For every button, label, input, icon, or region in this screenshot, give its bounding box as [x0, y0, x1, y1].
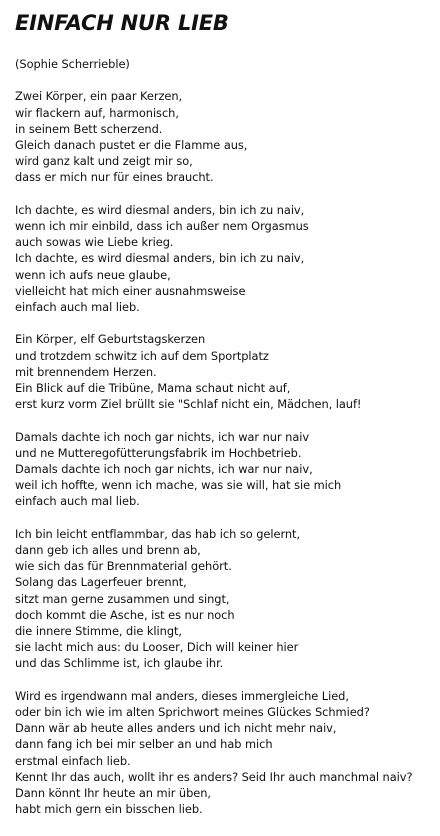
- poem-stanza: [15, 526, 435, 672]
- poem-line: wenn ich aufs neue glaube,: [15, 267, 171, 282]
- poem-line: Damals dachte ich noch gar nichts, ich war nur naiv,: [15, 462, 313, 477]
- poem-line: und trotzdem schwitz ich auf dem Sportplatz: [15, 348, 269, 363]
- poem-line: Damals dachte ich noch gar nichts, ich war nur naiv: [15, 429, 310, 444]
- poem-line: und ne Mutteregofütterungsfabrik im Hochbetrieb.: [15, 445, 302, 460]
- poem-line: wenn ich mir einbild, dass ich außer nem Orgasmus: [15, 219, 309, 233]
- poem-line: die innere Stimme, die klingt,: [15, 624, 182, 639]
- poem-line: oder bin ich wie im alten Sprichwort meines Glückes Schmied?: [15, 705, 370, 720]
- poem-line: habt mich gern ein bisschen lieb.: [15, 802, 203, 817]
- poem-line: doch kommt die Asche, ist es nur noch: [15, 607, 235, 622]
- poem-line: sie lacht mich aus: du Looser, Dich will keiner hier: [15, 640, 299, 655]
- poem-stanza: [15, 688, 435, 818]
- poem-document: [15, 10, 435, 817]
- poem-line: Kennt Ihr das auch, wollt ihr es anders? Seid Ihr auch manchmal naiv?: [15, 769, 413, 784]
- poem-stanza: [15, 331, 435, 412]
- poem-line: vielleicht hat mich einer ausnahmsweise: [15, 283, 246, 298]
- poem-line: in seinem Bett scherzend.: [15, 121, 163, 136]
- poem-line: mit brennendem Herzen.: [15, 364, 157, 379]
- poem-line: Ich bin leicht entflammbar, das hab ich so gelernt,: [15, 526, 301, 541]
- poem-line: sitzt man gerne zusammen und singt,: [15, 591, 230, 606]
- poem-line: einfach auch mal lieb.: [15, 300, 140, 315]
- poem-line: dann geb ich alles und brenn ab,: [15, 543, 201, 558]
- poem-line: Ich dachte, es wird diesmal anders, bin ich zu naiv,: [15, 251, 305, 266]
- poem-line: wird ganz kalt und zeigt mir so,: [15, 154, 193, 169]
- poem-line: Gleich danach pustet er die Flamme aus,: [15, 138, 248, 152]
- poem-line: Zwei Körper, ein paar Kerzen,: [15, 89, 183, 104]
- poem-line: auch sowas wie Liebe krieg.: [15, 235, 174, 250]
- poem-line: Ich dachte, es wird diesmal anders, bin ich zu naiv,: [15, 202, 305, 217]
- poem-line: und das Schlimme ist, ich glaube ihr.: [15, 656, 224, 671]
- poem-line: wir flackern auf, harmonisch,: [15, 105, 179, 120]
- poem-line: einfach auch mal lieb.: [15, 494, 140, 509]
- poem-line: Dann wär ab heute alles anders und ich nicht mehr naiv,: [15, 721, 337, 736]
- poem-title: EINFACH NUR LIEB: [15, 11, 229, 35]
- poem-line: Ein Blick auf die Tribüne, Mama schaut nicht auf,: [15, 381, 291, 396]
- poem-line: wie sich das für Brennmaterial gehört.: [15, 559, 232, 574]
- poem-stanza: [15, 88, 435, 185]
- poem-line: Wird es irgendwann mal anders, dieses immergleiche Lied,: [15, 688, 349, 703]
- poem-line: weil ich hoffte, wenn ich mache, was sie will, hat sie mich: [15, 478, 342, 493]
- poem-line: Solang das Lagerfeuer brennt,: [15, 575, 187, 590]
- poem-line: erstmal einfach lieb.: [15, 753, 131, 768]
- poem-body: [15, 88, 435, 817]
- poem-author: (Sophie Scherrieble): [15, 57, 130, 71]
- poem-line: Ein Körper, elf Geburtstagskerzen: [15, 332, 206, 347]
- poem-stanza: [15, 202, 435, 315]
- poem-stanza: [15, 429, 435, 510]
- poem-line: Dann könnt Ihr heute an mir üben,: [15, 786, 211, 801]
- poem-line: dann fang ich bei mir selber an und hab mich: [15, 737, 273, 752]
- poem-line: erst kurz vorm Ziel brüllt sie "Schlaf nicht ein, Mädchen, lauf!: [15, 397, 362, 412]
- poem-line: dass er mich nur für eines braucht.: [15, 170, 214, 185]
